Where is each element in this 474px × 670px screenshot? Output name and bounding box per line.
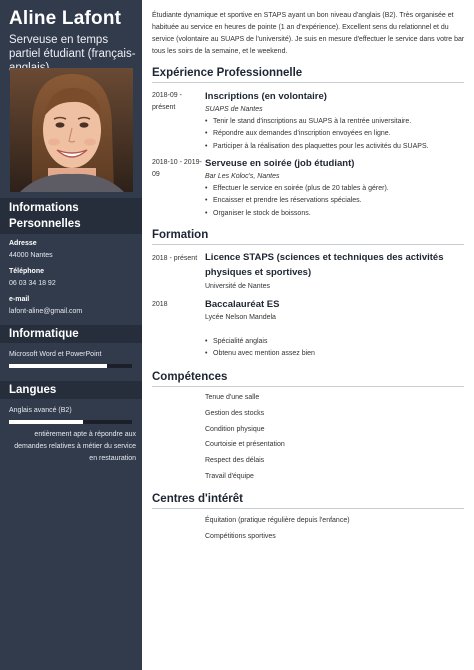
langues-heading: Langues	[0, 381, 142, 399]
task-item: • Organiser le stock de boissons.	[205, 208, 467, 220]
education-school: Lycée Nelson Mandela	[205, 314, 276, 321]
job-tasks	[205, 116, 467, 153]
candidate-name: Aline Lafont	[9, 8, 122, 29]
job-date: 2018-09 - présent	[152, 92, 182, 111]
job-title: Inscriptions (en volontaire)	[205, 91, 327, 102]
competences-list	[205, 390, 285, 485]
interet-item: Équitation (pratique régulière depuis l'enfance)	[205, 517, 350, 524]
education-date: 2018 - présent	[152, 255, 198, 262]
profile-summary: Étudiante dynamique et sportive en STAPS ayant un bon niveau d'anglais (B2). Très organisée et habituée au service en heures de pointe (1 an d'expérience). Excellent sens du relationnel et du service (volontaire au SUAPS de l'université). Je suis en mesure d'effectuer le service dans votre bar tous les soirs de la semaine, et le weekend.	[152, 12, 465, 55]
task-item: • Tenir le stand d'inscriptions au SUAPS à la rentrée universitaire.	[205, 116, 467, 128]
competence-item: Travail d'équipe	[205, 472, 254, 480]
profile-photo	[10, 68, 133, 192]
task-item: • Répondre aux demandes d'inscription envoyées en ligne.	[205, 128, 467, 140]
phone-value: 06 03 34 18 92	[9, 280, 56, 287]
interet-item: Compétitions sportives	[205, 532, 276, 540]
job-tasks	[205, 183, 467, 220]
language-note: entièrement apte à répondre aux demandes relatives à métier du service en restauration	[14, 431, 136, 462]
competence-item: Gestion des stocks	[205, 409, 265, 417]
job-company: Bar Les Koloc's, Nantes	[205, 173, 280, 180]
address-value: 44000 Nantes	[9, 252, 53, 259]
task-item: • Participer à la réalisation des plaquettes pour les activités du SUAPS.	[205, 141, 467, 153]
competence-item: Tenue d'une salle	[205, 394, 260, 401]
main-content	[142, 0, 474, 670]
sidebar	[0, 0, 142, 670]
email-label: e-mail	[9, 296, 30, 303]
software-skill: Microsoft Word et PowerPoint	[9, 351, 102, 358]
language-skill: Anglais avancé (B2)	[9, 407, 72, 414]
task-item: • Encaisser et prendre les réservations spéciales.	[205, 195, 467, 207]
candidate-role: Serveuse en temps partiel étudiant (français-	[9, 34, 136, 60]
task-item: • Effectuer le service en soirée (plus de 20 tables à gérer).	[205, 183, 467, 195]
competence-item: Courtoisie et présentation	[205, 441, 285, 449]
job-date: 2018-10 - 2019-09	[152, 159, 202, 178]
interets-heading: Centres d'intérêt	[152, 493, 464, 509]
software-level-bar	[9, 364, 132, 368]
education-title: Licence STAPS (sciences et techniques des activités physiques et sportives)	[205, 252, 444, 278]
personal-info-heading: Informations Personnelles	[0, 198, 142, 234]
job-company: SUAPS de Nantes	[205, 106, 263, 113]
language-level-fill	[9, 420, 83, 424]
education-date: 2018	[152, 301, 168, 308]
formation-heading: Formation	[152, 229, 464, 245]
competences-heading: Compétences	[152, 371, 464, 387]
experience-heading: Expérience Professionnelle	[152, 67, 464, 83]
job-title: Serveuse en soirée (job étudiant)	[205, 158, 355, 169]
interets-list	[205, 513, 350, 545]
email-value: lafont-aline@gmail.com	[9, 308, 83, 315]
address-label: Adresse	[9, 240, 37, 247]
education-details	[205, 336, 467, 361]
education-title: Baccalauréat ES	[205, 299, 280, 310]
software-level-fill	[9, 364, 107, 368]
detail-item: • Spécialité anglais	[205, 336, 467, 348]
education-school: Université de Nantes	[205, 283, 270, 290]
detail-item: • Obtenu avec mention assez bien	[205, 348, 467, 360]
informatique-heading: Informatique	[0, 325, 142, 343]
language-level-bar	[9, 420, 132, 424]
phone-label: Téléphone	[9, 268, 45, 275]
competence-item: Condition physique	[205, 425, 265, 433]
competence-item: Respect des délais	[205, 457, 265, 465]
